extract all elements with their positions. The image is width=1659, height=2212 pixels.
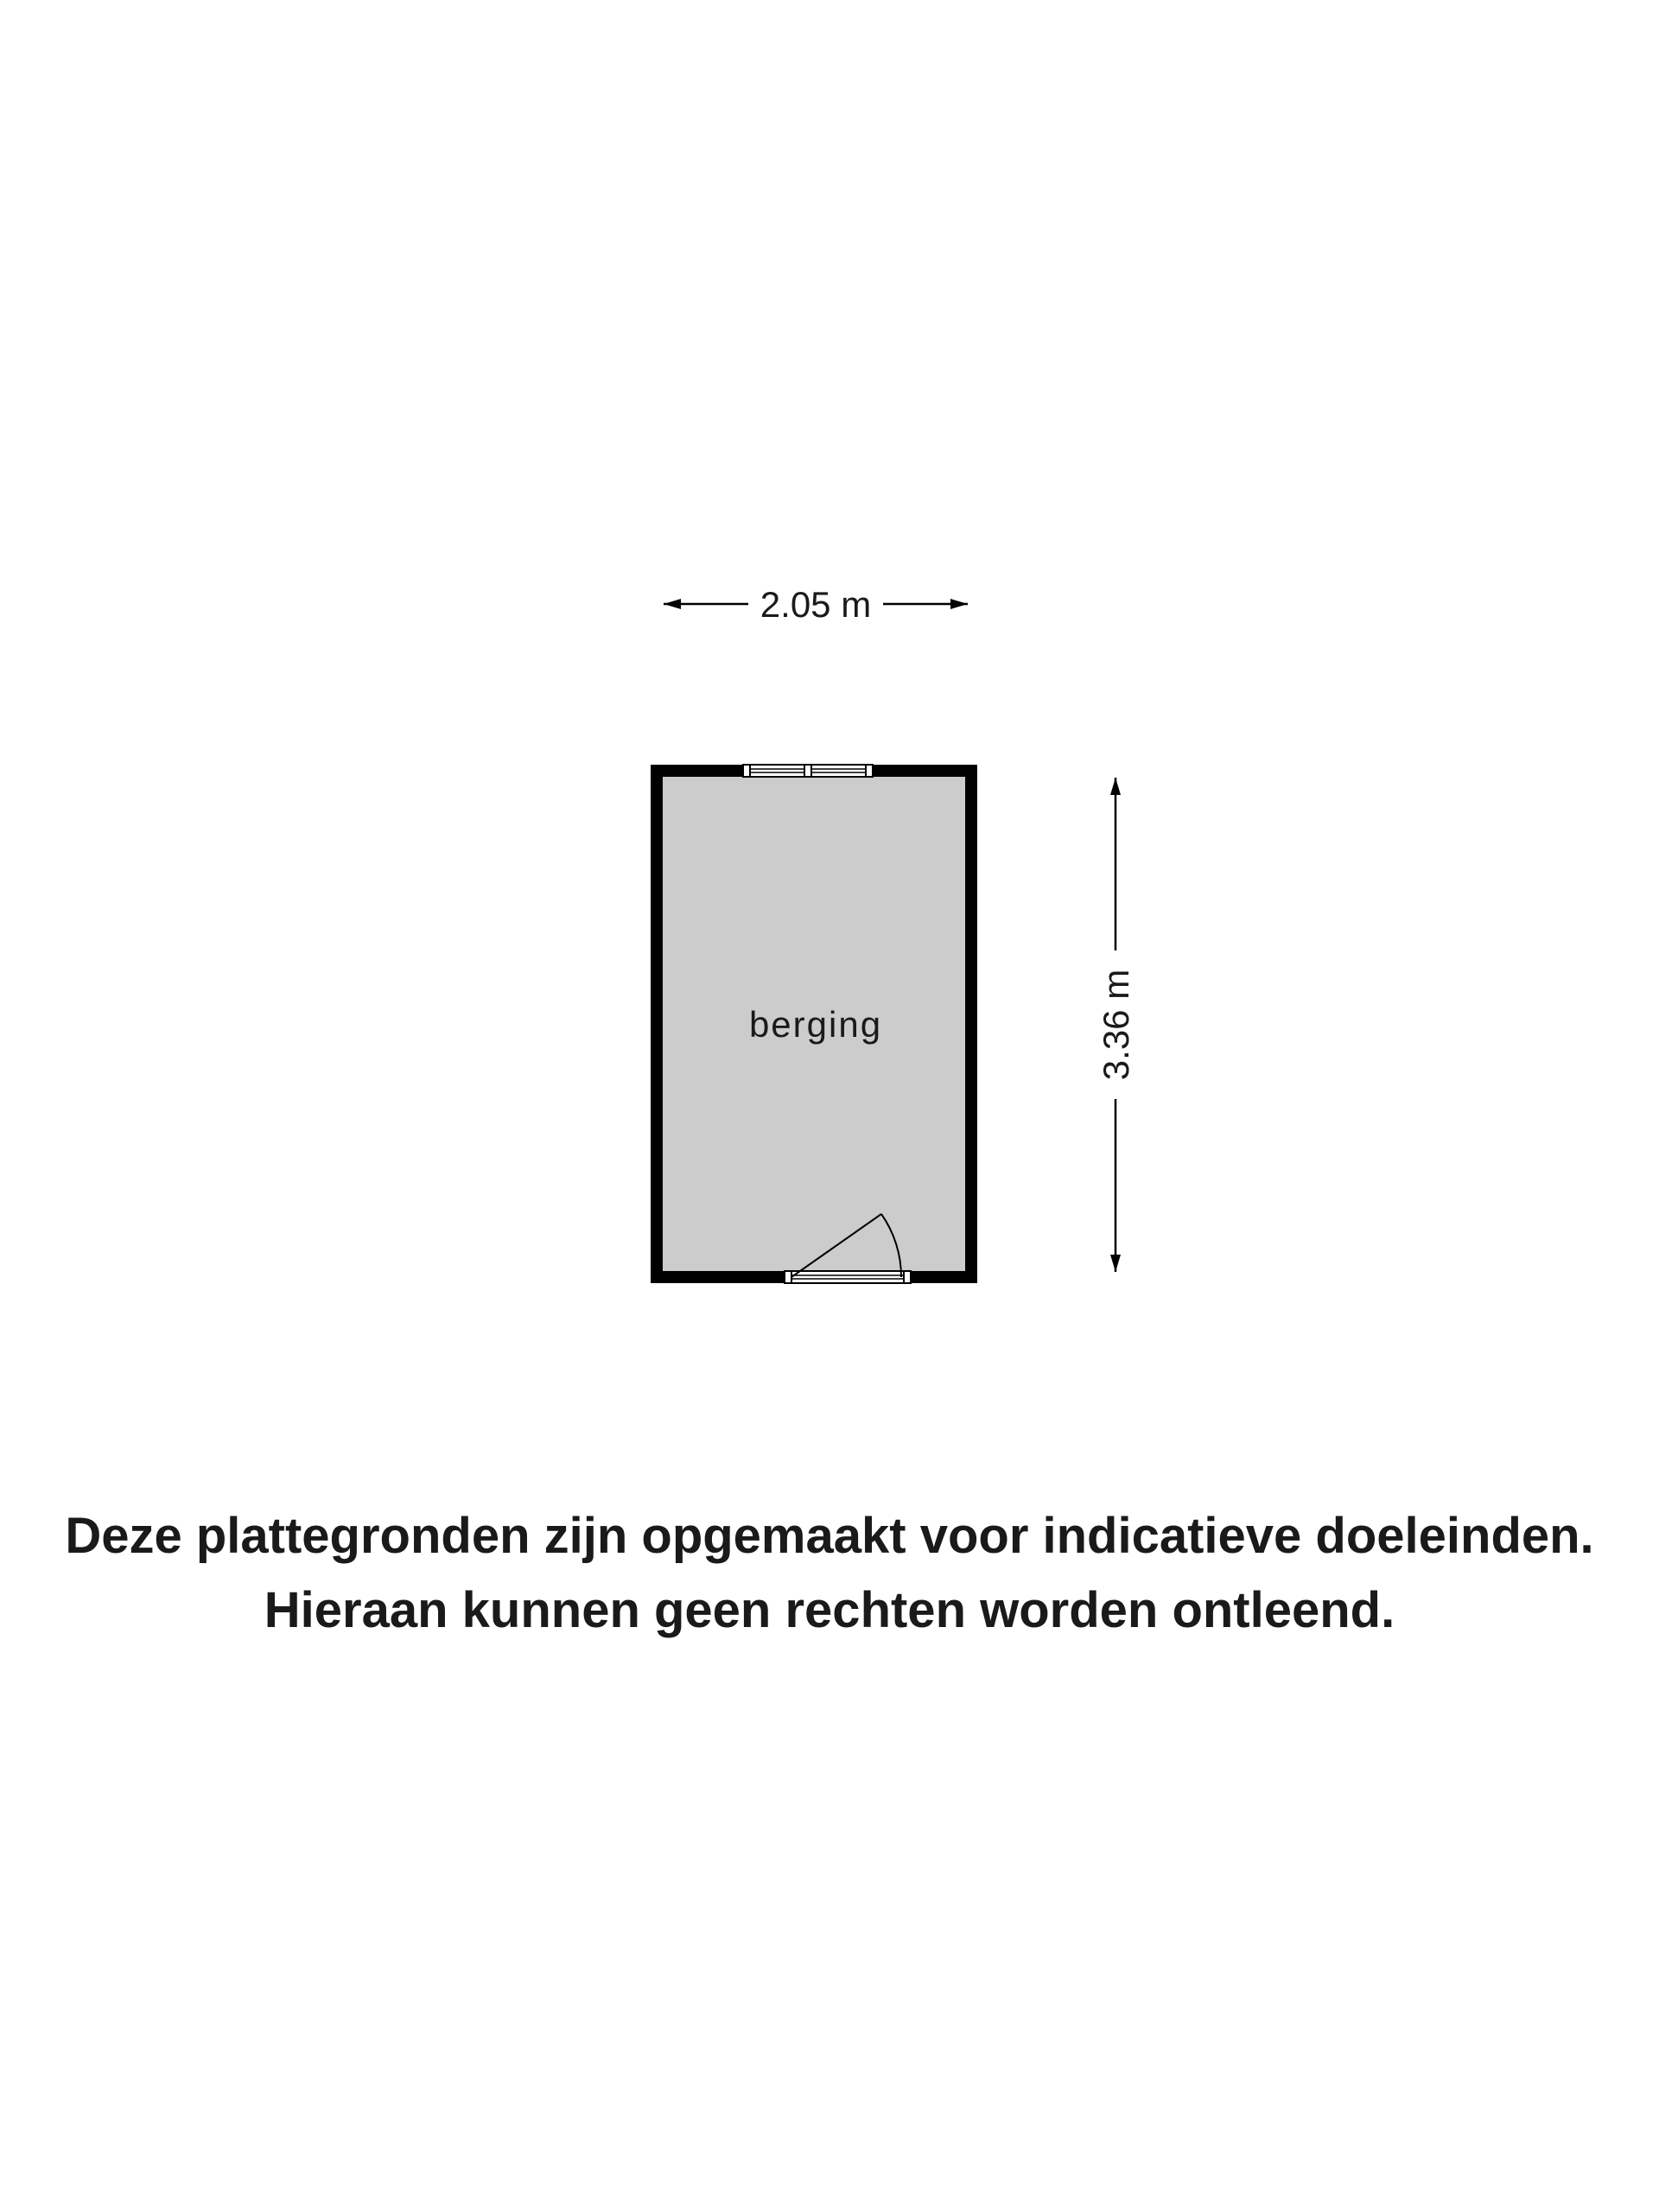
height-dimension [1096,778,1136,1272]
disclaimer [0,1499,1659,1648]
height-dimension-label: 3.36 m [1096,969,1136,1081]
window-top [743,765,873,777]
disclaimer-line-1: Deze plattegronden zijn opgemaakt voor indicatieve doeleinden. [65,1508,1594,1564]
room-label: berging [748,1004,883,1045]
width-dimension-label: 2.05 m [760,584,872,625]
disclaimer-line-2: Hieraan kunnen geen rechten worden ontleend. [264,1582,1395,1638]
room-berging [651,765,977,1283]
width-dimension [664,584,968,625]
